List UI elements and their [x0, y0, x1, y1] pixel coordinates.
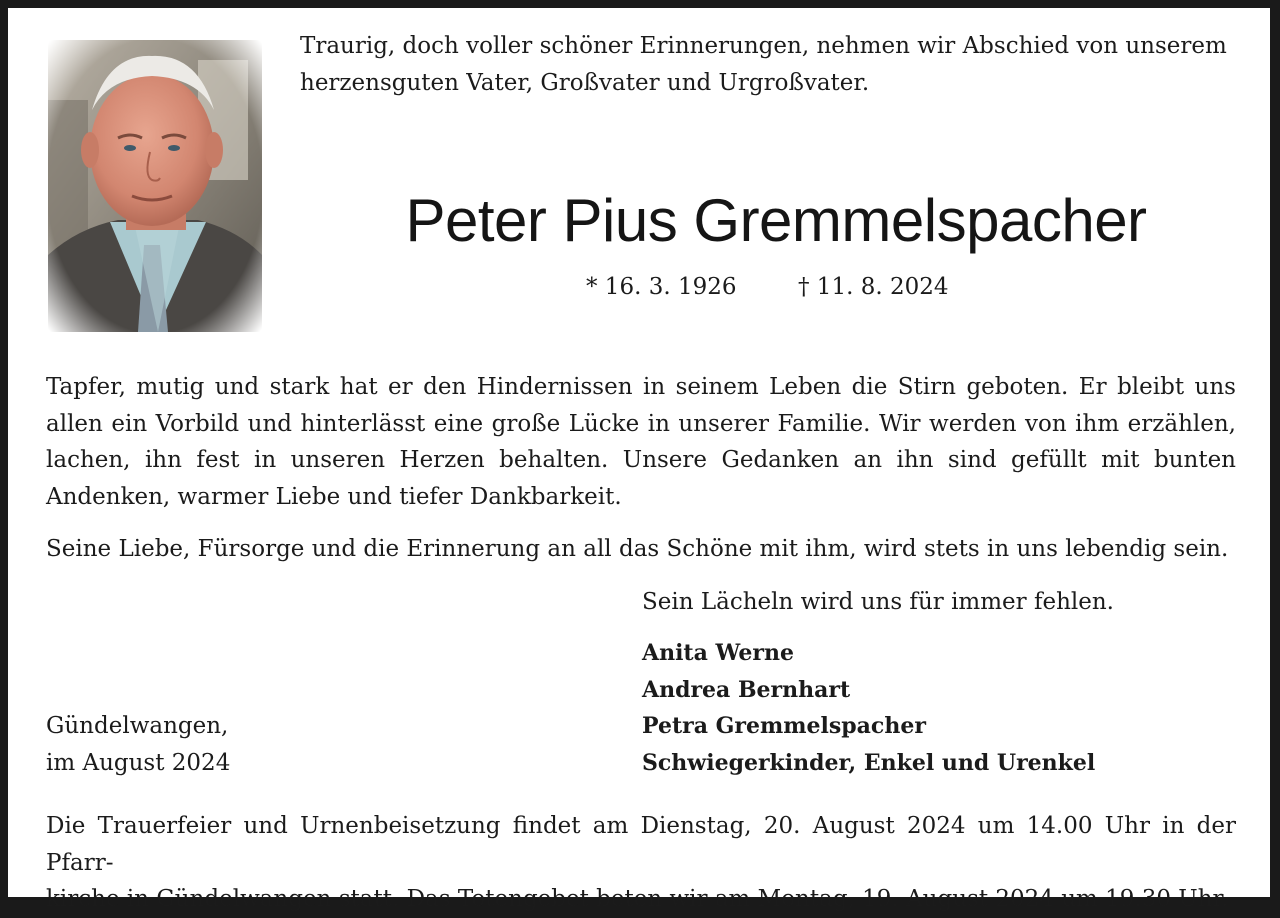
signer-name: Petra Gremmelspacher [642, 713, 926, 739]
intro-text: Traurig, doch voller schöner Erinnerungen, nehmen wir Abschied von unserem herzensguten Vater, Großvater und Urgroßvater. [300, 33, 1227, 96]
signer-name: Andrea Bernhart [642, 676, 851, 703]
place-and-date [46, 708, 230, 781]
place-date: im August 2024 [46, 749, 231, 776]
deceased-name: Peter Pius Gremmelspacher [405, 187, 1147, 254]
closing-line: Sein Lächeln wird uns für immer fehlen. [642, 589, 1114, 615]
place: Gündelwangen, [46, 713, 229, 739]
portrait-photo [48, 40, 262, 332]
signer-name: Anita Werne [642, 640, 794, 666]
funeral-notice-line: kirche in Gündelwangen statt. Das Totengebet beten wir am Montag, 19. August 2024 um 19.30 Uhr. [46, 886, 1229, 912]
memory-paragraph: Seine Liebe, Fürsorge und die Erinnerung an all das Schöne mit ihm, wird stets in uns lebendig sein. [46, 536, 1229, 562]
funeral-notice-line: Die Trauerfeier und Urnenbeisetzung findet am Dienstag, 20. August 2024 um 14.00 Uhr in der Pfarr- [46, 813, 1236, 876]
birth-date: * 16. 3. 1926 [586, 274, 737, 300]
funeral-notice [46, 808, 1236, 918]
tribute-paragraph: Tapfer, mutig und stark hat er den Hindernissen in seinem Leben die Stirn geboten. Er bleibt uns allen ein Vorbild und hinterlässt eine große Lücke in unserer Familie. Wir werden von ihm erzählen, lachen, ihn fest in unseren Herzen behalten. Unsere Gedanken an ihn sind gefüllt mit bunten Andenken, warmer Liebe und tiefer Dankbarkeit. [46, 374, 1236, 510]
portrait-illustration [48, 40, 262, 332]
signer-name: Schwiegerkinder, Enkel und Urenkel [642, 749, 1096, 776]
obituary-card [8, 8, 1270, 912]
death-date: † 11. 8. 2024 [798, 274, 949, 300]
signers-list [642, 635, 1095, 781]
